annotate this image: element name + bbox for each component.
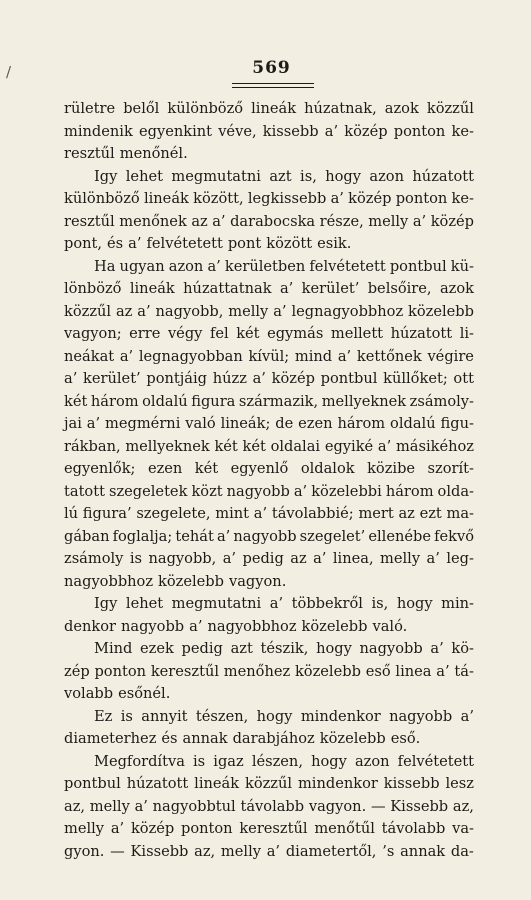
text-line: Igy lehet megmutatni a’ többekről is, hogy min- bbox=[94, 595, 474, 612]
text-line: Megfordítva is igaz lészen, hogy azon felvétetett bbox=[94, 752, 474, 770]
margin-mark: / bbox=[6, 63, 12, 81]
text-line: lú figura’ szegelete, mint a’ távolabbié; mert az ezt ma- bbox=[64, 505, 474, 522]
text-line: tatott szegeletek közt nagyobb a’ közelebbi három olda- bbox=[64, 482, 474, 500]
text-line: pontbul húzatott lineák közzűl mindenkor kissebb lesz bbox=[64, 775, 474, 792]
text-line: gyon. — Kissebb az, melly a’ diametertől, ’s annak da- bbox=[64, 842, 474, 860]
text-line: resztűl menőnek az a’ darabocska része, melly a’ közép bbox=[64, 212, 474, 230]
text-line: Ha ugyan azon a’ kerületben felvétetett pontbul kü- bbox=[94, 257, 474, 275]
text-line: egyenlők; ezen két egyenlő oldalok közibe szorít- bbox=[64, 460, 474, 477]
text-line: különböző lineák között, legkissebb a’ közép ponton ke- bbox=[64, 190, 474, 207]
text-line: vagyon; erre végy fel két egymás mellett húzatott li- bbox=[64, 325, 474, 342]
text-line: Ez is annyit tészen, hogy mindenkor nagyobb a’ bbox=[94, 707, 474, 725]
header-double-rule bbox=[232, 83, 314, 88]
text-line: pont, és a’ felvétetett pont között esik. bbox=[64, 235, 352, 252]
page-number: 569 bbox=[252, 58, 291, 78]
text-line: volabb esőnél. bbox=[64, 685, 171, 702]
text-line: Igy lehet megmutatni azt is, hogy azon húzatott bbox=[94, 167, 474, 185]
text-line: lönböző lineák húzattatnak a’ kerület’ belsőire, azok bbox=[64, 280, 474, 297]
text-line: zép ponton keresztűl menőhez közelebb eső linea a’ tá- bbox=[64, 662, 474, 680]
text-line: mindenik egyenkint véve, kissebb a’ közép ponton ke- bbox=[64, 122, 474, 140]
text-line: zsámoly is nagyobb, a’ pedig az a’ linea, melly a’ leg- bbox=[64, 550, 474, 567]
text-line: denkor nagyobb a’ nagyobbhoz közelebb való. bbox=[64, 617, 408, 635]
text-line: nagyobbhoz közelebb vagyon. bbox=[64, 572, 287, 590]
text-line: két három oldalú figura származik, mellyeknek zsámoly- bbox=[64, 392, 474, 410]
text-line: jai a’ megmérni való lineák; de ezen három oldalú figu- bbox=[64, 415, 474, 432]
text-line: gában foglalja; tehát a’ nagyobb szegelet’ ellenébe fekvő bbox=[64, 527, 474, 545]
text-line: resztűl menőnél. bbox=[64, 145, 188, 162]
text-line: rákban, mellyeknek két két oldalai egyiké a’ másikéhoz bbox=[64, 437, 474, 455]
text-line: Mind ezek pedig azt tészik, hogy nagyobb a’ kö- bbox=[94, 640, 474, 657]
text-line: a’ kerület’ pontjáig húzz a’ közép pontbul küllőket; ott bbox=[64, 370, 474, 387]
text-line: közzűl az a’ nagyobb, melly a’ legnagyobbhoz közelebb bbox=[64, 302, 474, 320]
text-line: az, melly a’ nagyobbtul távolabb vagyon. — Kissebb az, bbox=[64, 797, 474, 815]
text-line: diameterhez és annak darabjához közelebb eső. bbox=[64, 730, 421, 747]
text-line: neákat a’ legnagyobban kívül; mind a’ kettőnek végire bbox=[64, 347, 474, 365]
text-line: melly a’ közép ponton keresztűl menőtűl távolabb va- bbox=[64, 820, 474, 837]
body-text bbox=[64, 98, 474, 863]
text-line: rületre belől különböző lineák húzatnak, azok közzűl bbox=[64, 100, 474, 117]
